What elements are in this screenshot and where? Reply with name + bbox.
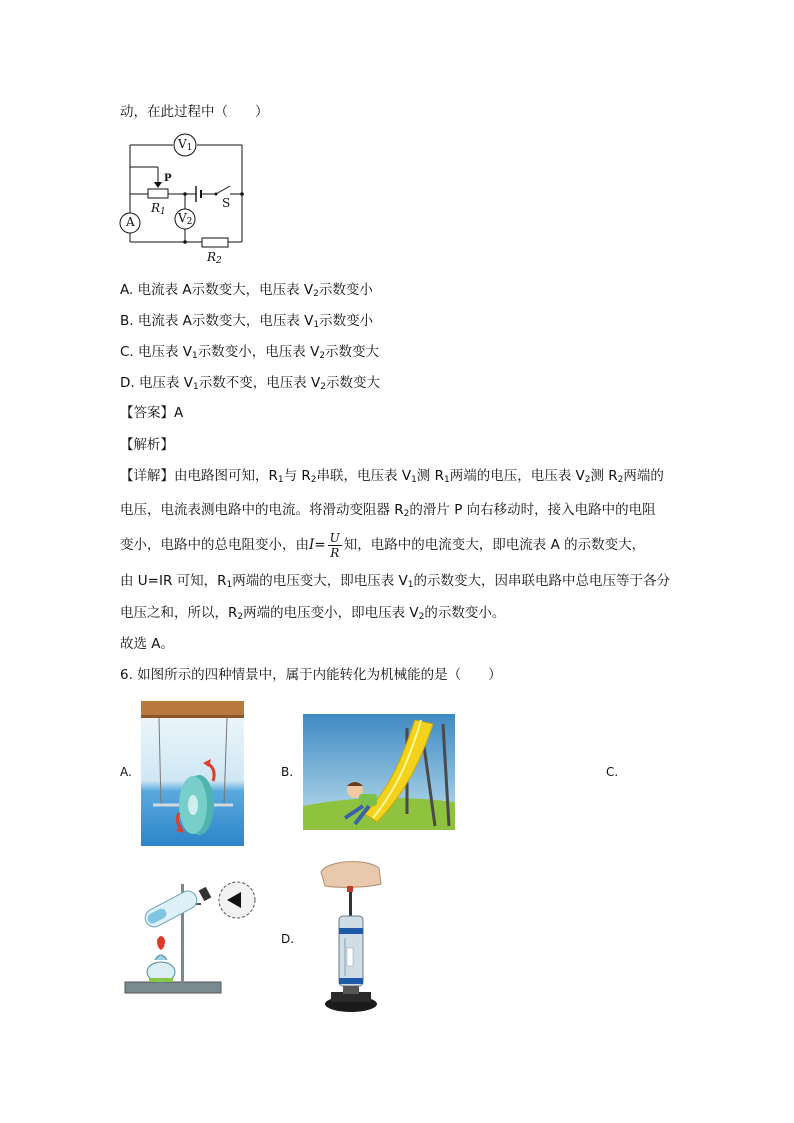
v1-meter-label: $V_1$ — [178, 137, 193, 153]
slider-p-label: P — [164, 173, 172, 184]
formula-i: I — [309, 537, 315, 553]
formula-fraction: $\frac{U}{R}$ — [329, 530, 340, 560]
q6-option-c-label: C. — [606, 765, 619, 779]
analysis-heading: 【解析】 — [120, 437, 174, 453]
detail-line-5: 电压之和，所以，$R_2$两端的电压变小，即电压表 $V_2$的示数变小。 — [120, 605, 506, 622]
r2-label: $R_2$ — [207, 250, 222, 266]
image-pump — [317, 858, 387, 1016]
detail-line-3: 变小，电路中的总电阻变小，由I= $\frac{U}{R}$ 知，电路中的电流变大，即电流表 A 的示数变大， — [120, 530, 646, 560]
circuit-diagram — [118, 132, 258, 268]
detail-line-1: 【详解】由电路图可知，$R_1$与 $R_2$串联，电压表 $V_1$测 $R_1$两端的电压，电压表 $V_2$测 $R_2$两端的 — [120, 468, 664, 485]
v2-meter-label: $V_2$ — [178, 211, 193, 227]
detail-line-2: 电压，电流表测电路中的电流。将滑动变阻器 $R_2$的滑片 P 向右移动时，接入电路中的电阻 — [120, 502, 656, 519]
switch-s-label: S — [222, 196, 231, 210]
option-a: A. 电流表 A示数变大，电压表 $V_2$示数变小 — [120, 282, 373, 299]
r1-label: $R_1$ — [151, 201, 166, 217]
q6-option-d-label: D. — [281, 932, 295, 946]
image-wheel-water — [141, 701, 244, 846]
option-b: B. 电流表 A示数变大，电压表 $V_1$示数变小 — [120, 313, 374, 330]
question-stem-tail: 动，在此过程中（ ） — [120, 104, 269, 120]
ammeter-label: A — [126, 215, 135, 229]
image-slide — [303, 714, 455, 830]
detail-conclusion: 故选 A。 — [120, 636, 175, 652]
option-d: D. 电压表 $V_1$示数不变，电压表 $V_2$示数变大 — [120, 375, 381, 392]
detail-line-4: 由 U=IR 可知，$R_1$两端的电压变大，即电压表 $V_1$的示数变大，因串联电路中总电压等于各分 — [120, 573, 671, 590]
q6-option-a-label: A. — [120, 765, 132, 779]
answer-line: 【答案】A — [120, 405, 184, 421]
q6-option-b-label: B. — [281, 765, 294, 779]
image-test-tube-heating — [121, 878, 261, 996]
q6-stem: 6. 如图所示的四种情景中，属于内能转化为机械能的是（ ） — [120, 667, 502, 683]
option-c: C. 电压表 $V_1$示数变小，电压表 $V_2$示数变大 — [120, 344, 380, 361]
